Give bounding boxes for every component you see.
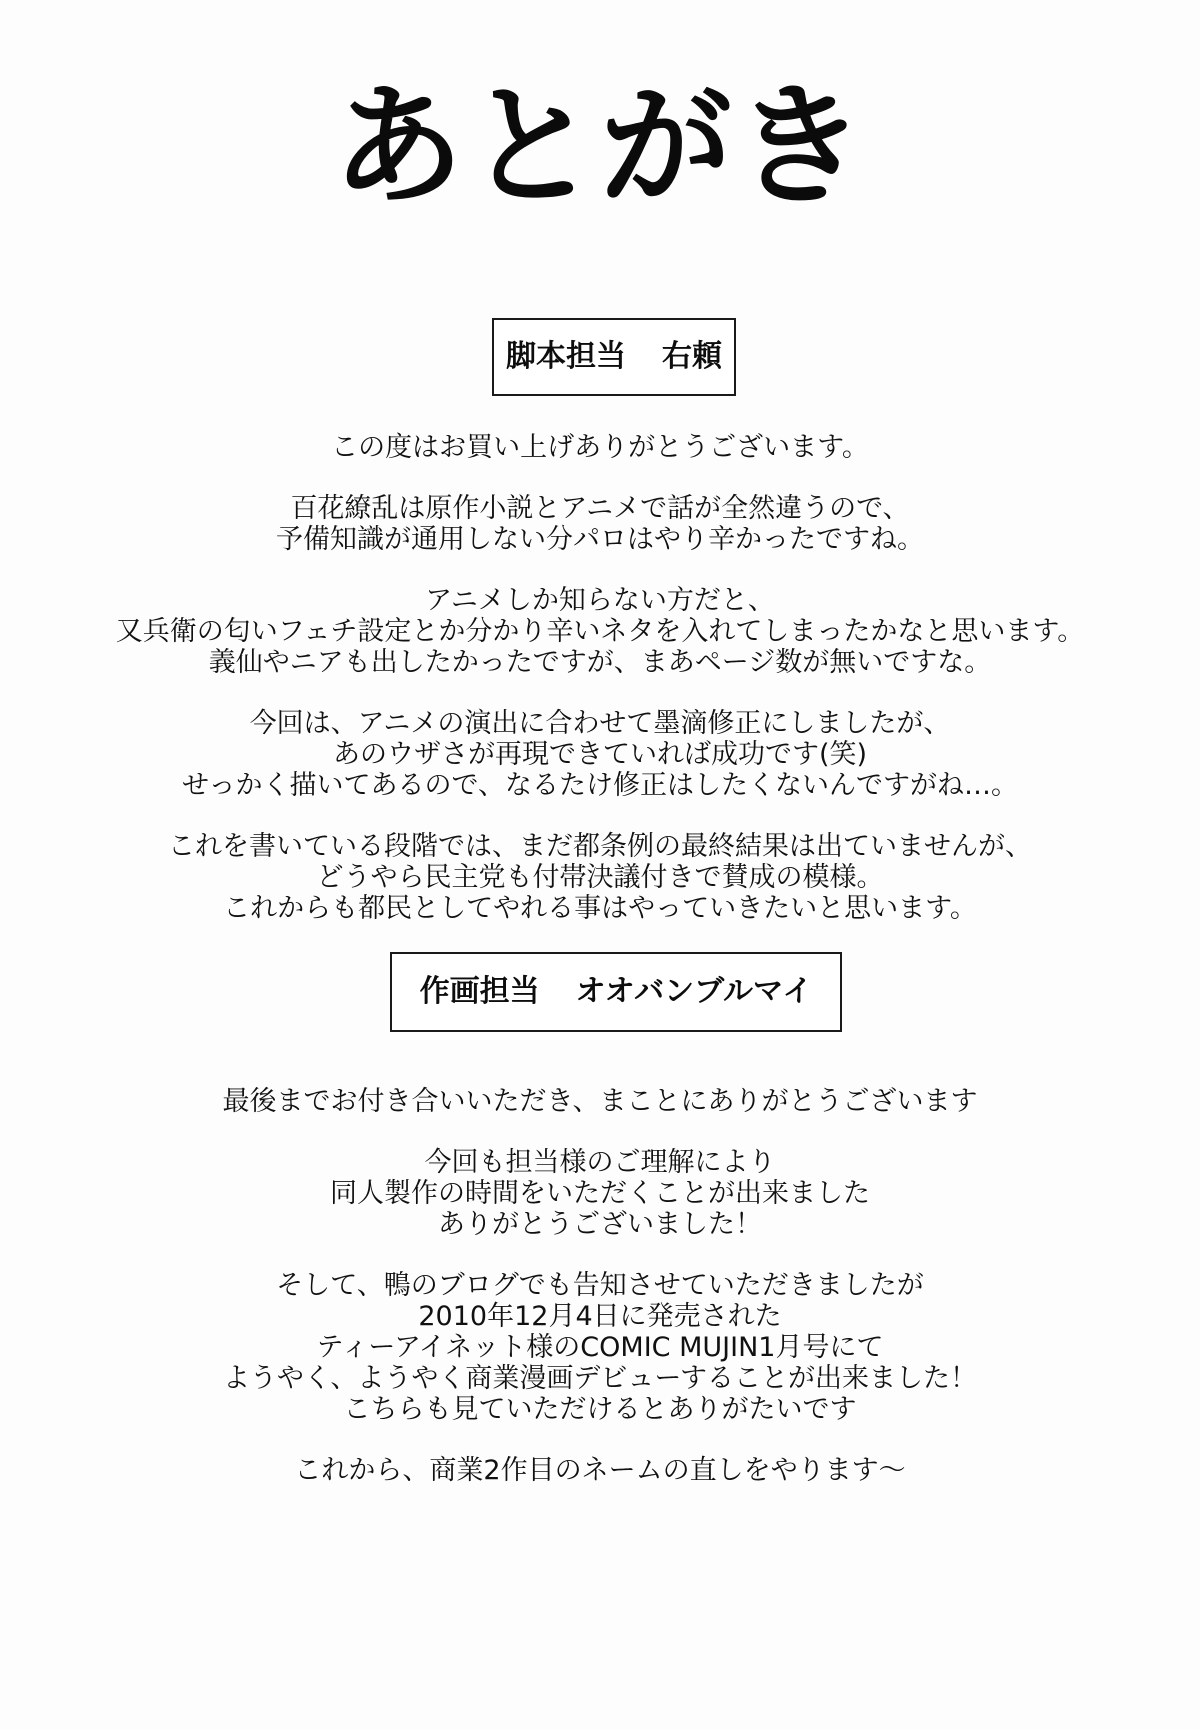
text-line: この度はお買い上げありがとうございます。 — [331, 432, 869, 463]
text-line: あのウザさが再現できていれば成功です(笑) — [332, 739, 868, 770]
text-line: せっかく描いてあるので、なるたけ修正はしたくないんですがね…。 — [182, 770, 1018, 801]
text-line: 義仙やニアも出したかったですが、まあページ数が無いですな。 — [208, 647, 992, 678]
script-writer-header-box — [492, 318, 736, 396]
text-line: 百花繚乱は原作小説とアニメで話が全然違うので、 — [290, 493, 910, 524]
artist-message — [60, 1086, 1140, 1516]
text-line: ようやく、ようやく商業漫画デビューすることが出来ました！ — [222, 1363, 978, 1394]
text-line: 今回も担当様のご理解により — [424, 1147, 776, 1178]
paragraph — [60, 1086, 1140, 1117]
page-title: あとがき — [332, 70, 868, 224]
text-line: これからも都民としてやれる事はやっていきたいと思います。 — [223, 893, 977, 924]
text-line: アニメしか知らない方だと、 — [425, 585, 775, 616]
text-line: 今回は、アニメの演出に合わせて墨滴修正にしましたが、 — [249, 708, 951, 739]
text-line: 2010年12月4日に発売された — [418, 1301, 782, 1332]
role-label: 作画担当 — [419, 974, 540, 1009]
author-name: オオバンブルマイ — [575, 974, 813, 1009]
paragraph — [60, 708, 1140, 801]
text-line: 最後までお付き合いいただき、まことにありがとうございます — [222, 1086, 978, 1117]
text-line: こちらも見ていただけるとありがたいです — [343, 1394, 857, 1425]
paragraph — [60, 831, 1140, 924]
text-line: これから、商業2作目のネームの直しをやります～ — [294, 1455, 906, 1486]
text-line: 同人製作の時間をいただくことが出来ました — [330, 1178, 870, 1209]
paragraph — [60, 1270, 1140, 1425]
text-line: どうやら民主党も付帯決議付きで賛成の模様。 — [316, 862, 884, 893]
paragraph — [60, 1455, 1140, 1486]
script-writer-message — [60, 432, 1140, 954]
text-line: そして、鴨のブログでも告知させていただきましたが — [276, 1270, 924, 1301]
role-label: 脚本担当 — [506, 339, 626, 374]
author-name: 右頼 — [662, 339, 722, 374]
text-line: ありがとうございました！ — [438, 1209, 762, 1240]
text-line: 予備知識が通用しない分パロはやり辛かったですね。 — [276, 524, 924, 555]
paragraph — [60, 1147, 1140, 1240]
paragraph — [60, 493, 1140, 555]
text-line: これを書いている段階では、まだ都条例の最終結果は出ていませんが、 — [168, 831, 1032, 862]
text-line: 又兵衛の匂いフェチ設定とか分かり辛いネタを入れてしまったかなと思います。 — [115, 616, 1085, 647]
artist-header-box — [390, 952, 842, 1032]
paragraph — [60, 432, 1140, 463]
paragraph — [60, 585, 1140, 678]
text-line: ティーアイネット様のCOMIC MUJIN1月号にて — [316, 1332, 884, 1363]
